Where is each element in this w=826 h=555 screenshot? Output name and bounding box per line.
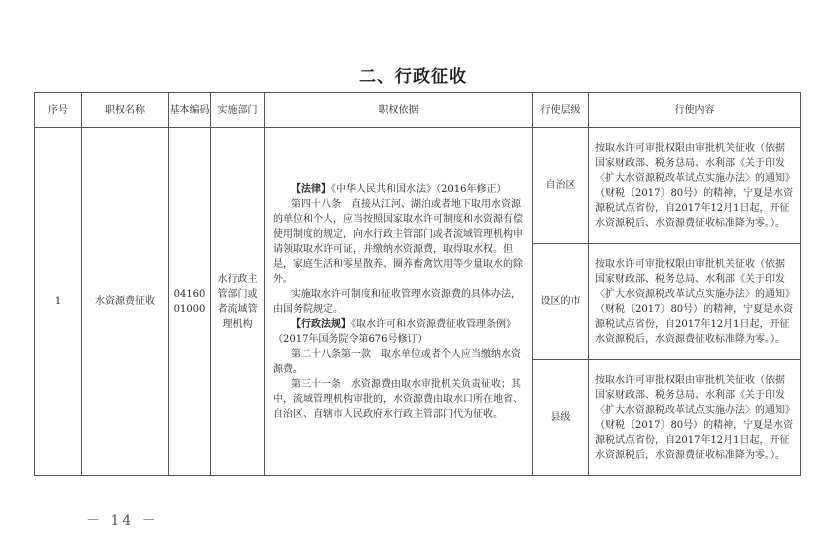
cell-dept: 水行政主管部门或者流域管理机构 (211, 128, 265, 476)
cell-content-city: 按取水许可审批权限由审批机关征收（依据国家财政部、税务总局、水利部《关于印发〈扩大水资源税改革试点实施办法〉的通知》（财税〔2017〕80号）的精神，宁夏是水资源税试点省份，自2017年12月1日起，开征水资源税后，水资源费征收标准降为零。）。 (589, 244, 801, 360)
cell-code: 0416001000 (169, 128, 211, 476)
basis-regulation-tag: 【行政法规】 (291, 318, 351, 330)
page-title: 二、行政征收 (359, 67, 467, 87)
power-table (34, 92, 801, 476)
cell-content-county: 按取水许可审批权限由审批机关征收（依据国家财政部、税务总局、水利部《关于印发〈扩大水资源税改革试点实施办法〉的通知》（财税〔2017〕80号）的精神，宁夏是水资源税试点省份，自2017年12月1日起，开征水资源税后，水资源费征收标准降为零。）。 (589, 360, 801, 476)
basis-article-48: 第四十八条 直接从江河、湖泊或者地下取用水资源的单位和个人，应当按照国家取水许可制度和水资源有偿使用制度的规定，向水行政主管部门或者流域管理机构申请领取取水许可证，并缴纳水资源费，取得取水权。但是，家庭生活和零星散养、圈养畜禽饮用等少量取水的除外。 (273, 198, 523, 285)
basis-article-48-2: 实施取水许可制度和征收管理水资源费的具体办法，由国务院规定。 (273, 288, 521, 315)
basis-law-title: 《中华人民共和国水法》（2016年修正） (331, 183, 507, 195)
header-seq: 序号 (35, 93, 82, 128)
cell-name: 水资源费征收 (82, 128, 169, 476)
header-content: 行使内容 (589, 93, 801, 128)
basis-law-tag: 【法律】 (291, 183, 331, 195)
header-code: 基本编码 (169, 93, 211, 128)
header-level: 行使层级 (533, 93, 589, 128)
cell-level-city: 设区的市 (533, 244, 589, 360)
table-row (35, 128, 801, 244)
cell-basis (265, 128, 533, 476)
cell-level-county: 县级 (533, 360, 589, 476)
cell-seq: 1 (35, 128, 82, 476)
cell-content-autonomous-region: 按取水许可审批权限由审批机关征收（依据国家财政部、税务总局、水利部《关于印发〈扩大水资源税改革试点实施办法〉的通知》（财税〔2017〕80号）的精神，宁夏是水资源税试点省份，自2017年12月1日起，开征水资源税后、水资源费征收标准降为零。）。 (589, 128, 801, 244)
basis-article-28: 第二十八条第一款 取水单位或者个人应当缴纳水资源费。 (273, 348, 521, 375)
basis-regulation-title: 《取水许可和水资源费征收管理条例》（2017年国务院令第676号修订） (273, 318, 516, 345)
header-dept: 实施部门 (211, 93, 265, 128)
header-basis: 职权依据 (265, 93, 533, 128)
basis-article-31: 第三十一条 水资源费由取水审批机关负责征收；其中，流域管理机构审批的，水资源费由取水口所在地省、自治区、直辖市人民政府水行政主管部门代为征收。 (273, 378, 523, 420)
header-name: 职权名称 (82, 93, 169, 128)
cell-level-autonomous-region: 自治区 (533, 128, 589, 244)
table-header-row (35, 93, 801, 128)
page-number: － 14 － (86, 513, 159, 529)
